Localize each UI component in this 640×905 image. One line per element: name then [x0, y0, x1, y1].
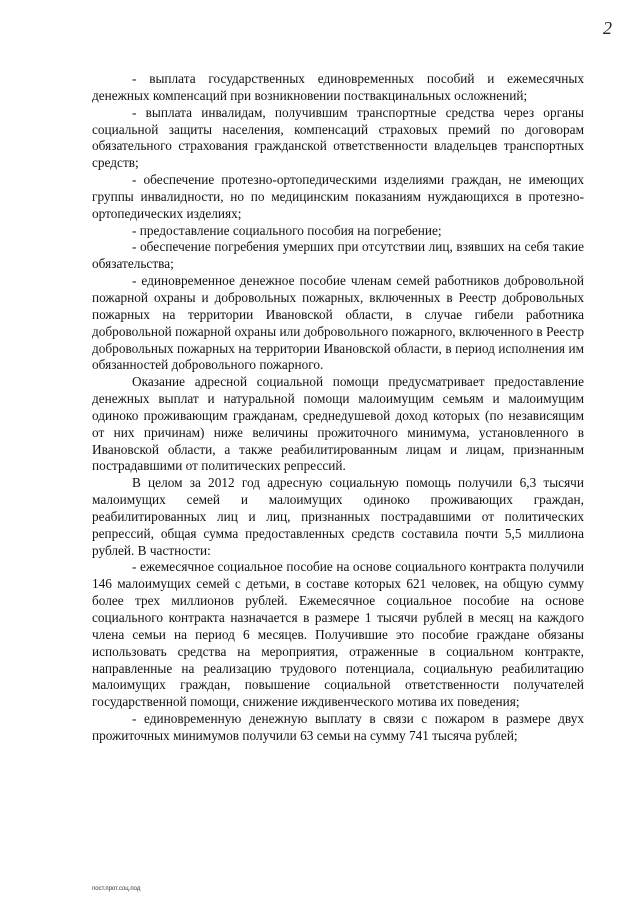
paragraph-social-contract: - ежемесячное социальное пособие на основе социального контракта получили 146 малоимущих семей с детьми, в составе которых 621 человек, на общую сумму более трех миллионов рублей. Ежемесячное социальное пособие на основе социального контракта назначается в размере 1 тысячи рублей в месяц на каждого члена семьи на период 6 месяцев. Получившие это пособие граждане обязаны использовать средства на мероприятия, отраженные в социальном контракте, направленные на реализацию трудового потенциала, социальную реабилитацию малоимущих граждан, повышение социальной ответственности получателей государственной помощи, снижение иждивенческого мотива их поведения;	[92, 559, 584, 710]
paragraph-burial-provision: - обеспечение погребения умерших при отсутствии лиц, взявших на себя такие обязательства;	[92, 239, 584, 272]
paragraph-fire-payment: - единовременную денежную выплату в связи с пожаром в размере двух прожиточных минимумов получили 63 семьи на сумму 741 тысяча рублей;	[92, 711, 584, 743]
paragraph-disabled-vehicles: - выплата инвалидам, получившим транспортные средства через органы социальной защиты населения, компенсаций страховых премий по договорам обязательного страхования гражданской ответственности владельцев транспортных средств;	[92, 104, 584, 171]
paragraph-firefighters: - единовременное денежное пособие членам семей работников добровольной пожарной охраны и добровольных пожарных, включенных в Реестр добровольных пожарных на территории Ивановской области, в случае гибели работника добровольной пожарной охраны или добровольного пожарного, включенного в Реестр добровольных пожарных на территории Ивановской области, в период исполнения им обязанностей добровольного пожарного.	[92, 273, 584, 373]
document-body	[92, 71, 584, 745]
paragraph-prosthetics: - обеспечение протезно-ортопедическими изделиями граждан, не имеющих группы инвалидности, но по медицинским показаниям нуждающихся в протезно-ортопедических изделиях;	[92, 172, 584, 221]
paragraph-2012-summary: В целом за 2012 год адресную социальную помощь получили 6,3 тысячи малоимущих семей и малоимущих одиноко проживающих граждан, реабилитированных лиц и лиц, признанных пострадавшими от политических репрессий, общая сумма предоставленных средств составила почти 5,5 миллиона рублей. В частности:	[92, 475, 584, 558]
page-number: 2	[603, 18, 612, 38]
footer-code: пост.прот.соц.под	[92, 886, 141, 892]
paragraph-targeted-aid: Оказание адресной социальной помощи предусматривает предоставление денежных выплат и натуральной помощи малоимущим семьям и малоимущим одиноко проживающим гражданам, среднедушевой доход которых (по независящим от них причинам) ниже величины прожиточного минимума, установленного в Ивановской области, а также реабилитированным лицам и лицам, признанным пострадавшими от политических репрессий.	[92, 374, 584, 474]
paragraph-burial-allowance: - предоставление социального пособия на погребение;	[132, 222, 442, 238]
paragraph-postvaccinal: - выплата государственных единовременных пособий и ежемесячных денежных компенсаций при возникновении поствакцинальных осложнений;	[92, 71, 584, 103]
